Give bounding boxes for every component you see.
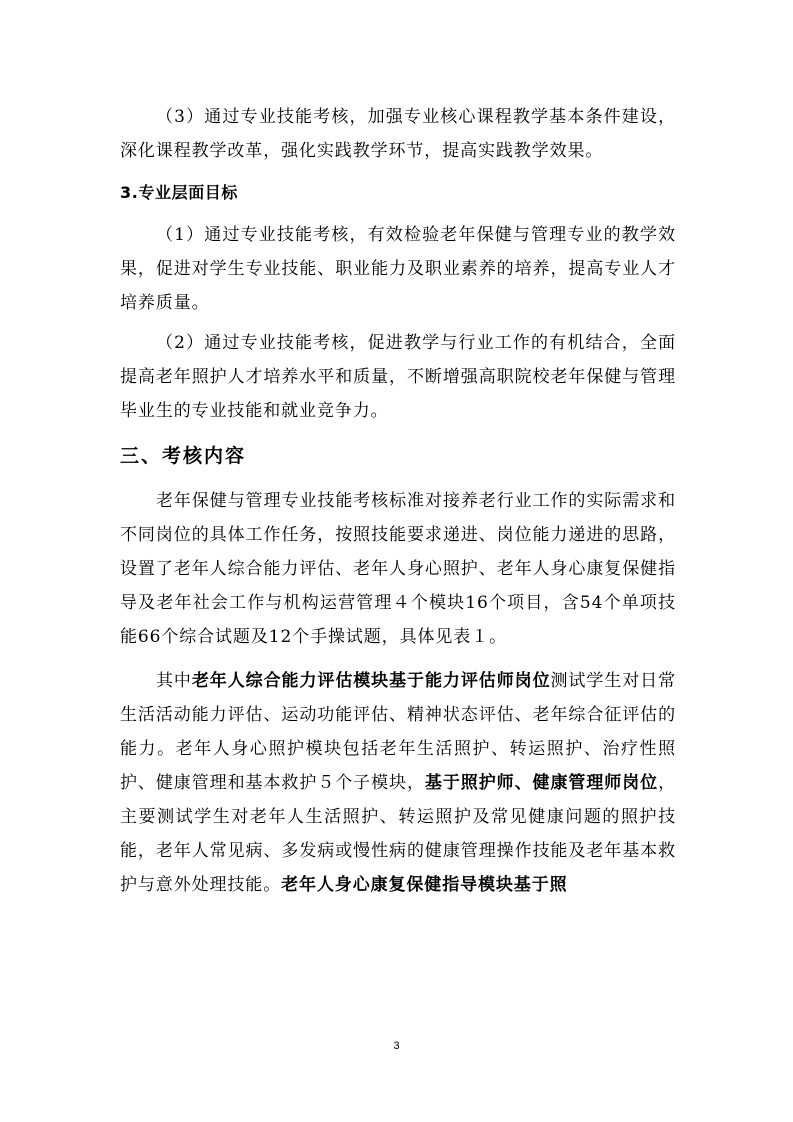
goal-item-2: （2）通过专业技能考核，促进教学与行业工作的有机结合，全面提高老年照护人才培养水平和质量，不断增强高职院校老年保健与管理毕业生的专业技能和就业竞争力。: [120, 333, 676, 421]
detail-text-2: 测试学生对日常生活活动能力评估、运动功能评估、精神状态评估、老年综合征评估的能力。老年人身心照护模块包括老年生活照护、转运照护、治疗性照护、健康管理和基本救护５个子模块，: [120, 671, 676, 793]
goal-item-1: （1）通过专业技能考核，有效检验老年保健与管理专业的教学效果，促进对学生专业技能、职业能力及职业素养的培养，提高专业人才培养质量。: [120, 225, 676, 313]
page-content: [120, 100, 676, 902]
page-number: 3: [393, 1040, 400, 1052]
section-heading-assessment-content: 三、考核内容: [120, 445, 247, 467]
detail-bold-2: 基于照护师、健康管理师岗位: [424, 773, 659, 793]
assessment-detail-paragraph: [120, 664, 676, 902]
detail-text-3: ，主要测试学生对老年人生活照护、转运照护及常见健康问题的照护技能，老年人常见病、多发病或慢性病的健康管理操作技能及老年基本救护与意外处理技能。: [120, 773, 676, 895]
spacer: [120, 654, 676, 664]
paragraph-item-3: （3）通过专业技能考核，加强专业核心课程教学基本条件建设，深化课程教学改革，强化实践教学环节，提高实践教学效果。: [120, 107, 676, 161]
section-heading-professional-goals: 3.专业层面目标: [120, 183, 239, 202]
detail-bold-1: 老年人综合能力评估模块基于能力评估师岗位: [191, 671, 551, 691]
detail-bold-3: 老年人身心康复保健指导模块基于照: [281, 875, 568, 895]
assessment-intro-paragraph: 老年保健与管理专业技能考核标准对接养老行业工作的实际需求和不同岗位的具体工作任务，按照技能要求递进、岗位能力递进的思路，设置了老年人综合能力评估、老年人身心照护、老年人身心康复保健指导及老年社会工作与机构运营管理４个模块16个项目，含54个单项技能66个综合试题及12个手操试题，具体见表１。: [120, 491, 676, 647]
detail-text-1: 其中: [156, 671, 192, 691]
